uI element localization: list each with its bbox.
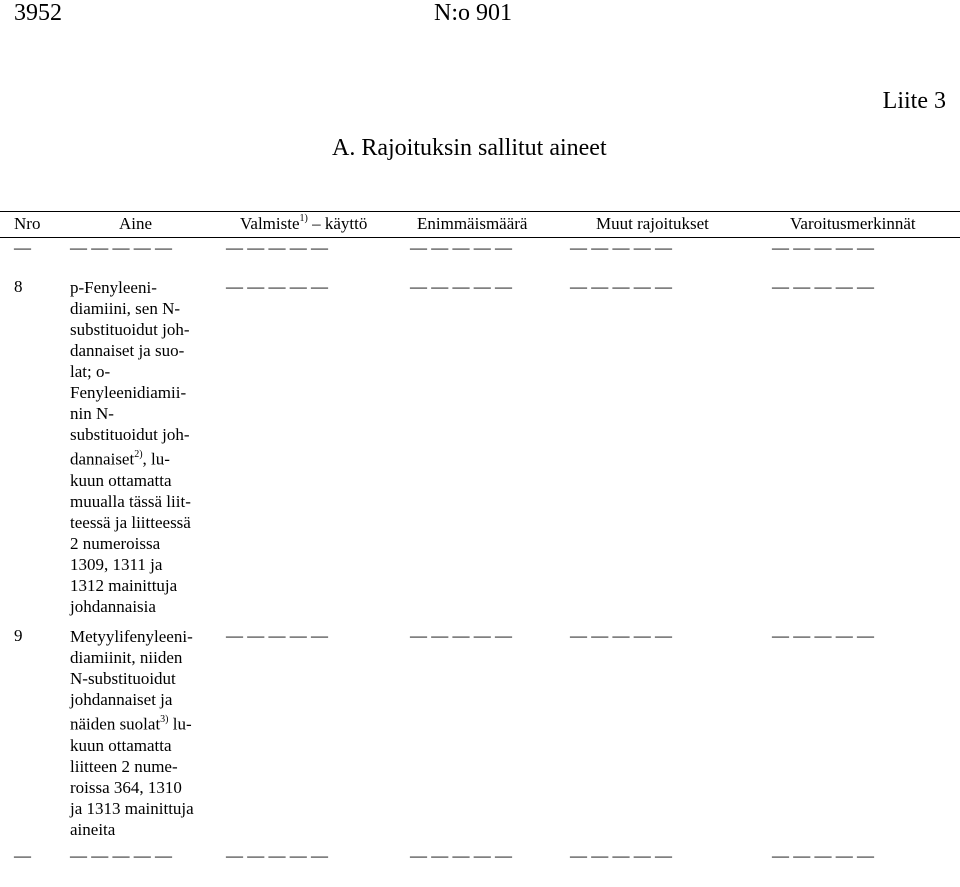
row-9-enimmaismaara-dash: — — — — — — [410, 626, 512, 645]
row-9-substance — [70, 626, 194, 840]
col-header-aine: Aine — [119, 214, 153, 233]
substance-line-text: näiden suolat — [70, 714, 161, 734]
substance-line: liitteen 2 nume- — [70, 756, 178, 776]
page-title: A. Rajoituksin sallitut aineet — [332, 135, 607, 161]
substance-line: johdannaiset ja — [70, 690, 173, 709]
col-header-varoitusmerkinnat: Varoitusmerkinnät — [790, 214, 916, 233]
dash-nro: — — [14, 238, 31, 257]
row-9-number: 9 — [14, 626, 23, 645]
substance-line — [70, 445, 191, 470]
row-8-enimmaismaara-dash: — — — — — — [410, 277, 512, 296]
dash-varoitus: — — — — — — [772, 238, 874, 257]
substance-line: lat; o- — [70, 362, 111, 381]
row-8-substance — [70, 277, 191, 617]
col-header-muut-rajoitukset: Muut rajoitukset — [596, 214, 709, 233]
dash-aine: — — — — — — [70, 238, 172, 257]
row-8-muut-dash: — — — — — — [570, 277, 672, 296]
row-9-valmiste-dash: — — — — — — [226, 626, 328, 645]
substance-line — [70, 710, 194, 735]
footnote-ref-2: 2) — [134, 449, 143, 460]
bottom-dash-varoitus: — — — — — — [772, 846, 874, 865]
substance-line: roissa 364, 1310 — [70, 777, 182, 797]
col-header-valmiste-label: Valmiste — [240, 214, 300, 233]
row-9-muut-dash: — — — — — — [570, 626, 672, 645]
decision-number: N:o 901 — [434, 0, 512, 26]
footnote-ref-1: 1) — [299, 213, 308, 225]
substance-line: diamiini, sen N- — [70, 299, 181, 318]
substance-line-text: dannaiset — [70, 449, 135, 469]
dash-valmiste: — — — — — — [226, 238, 328, 257]
bottom-dash-muut: — — — — — — [570, 846, 672, 865]
substance-line: muualla tässä liit- — [70, 491, 191, 511]
substance-line-text: , lu- — [142, 449, 170, 469]
row-9-varoitus-dash: — — — — — — [772, 626, 874, 645]
substance-line: 1312 mainittuja — [70, 575, 178, 595]
dash-enimmaismaara: — — — — — — [410, 238, 512, 257]
col-header-nro: Nro — [14, 214, 41, 233]
col-header-valmiste — [240, 214, 367, 234]
substance-line: dannaiset ja suo- — [70, 341, 185, 360]
bottom-dash-aine: — — — — — — [70, 846, 172, 865]
substance-line: 1309, 1311 ja — [70, 554, 163, 574]
substance-line: teessä ja liitteessä — [70, 512, 191, 532]
row-8-valmiste-dash: — — — — — — [226, 277, 328, 296]
col-header-enimmaismaara: Enimmäismäärä — [417, 214, 528, 233]
substance-line: Fenyleenidiamii- — [70, 383, 187, 402]
col-header-kaytto-label: – käyttö — [312, 214, 368, 233]
substance-line-text: lu- — [168, 714, 192, 734]
substance-line: substituoidut joh- — [70, 320, 190, 339]
substance-line: N-substituoidut — [70, 669, 176, 688]
bottom-dash-nro: — — [14, 846, 31, 865]
bottom-dash-enimmaismaara: — — — — — — [410, 846, 512, 865]
substance-line: nin N- — [70, 404, 114, 423]
footnote-ref-3: 3) — [160, 714, 169, 725]
substance-line: p-Fenyleeni- — [70, 278, 157, 297]
substance-line: substituoidut joh- — [70, 425, 190, 444]
substance-line: 2 numeroissa — [70, 533, 161, 553]
substance-line: diamiinit, niiden — [70, 648, 183, 667]
substance-line: ja 1313 mainittuja — [70, 798, 194, 818]
table-top-rule — [0, 211, 960, 212]
page-number: 3952 — [14, 0, 62, 26]
substance-line: kuun ottamatta — [70, 735, 172, 755]
substance-line: Metyylifenyleeni- — [70, 627, 193, 646]
dash-muut: — — — — — — [570, 238, 672, 257]
substance-line: aineita — [70, 819, 116, 839]
row-8-varoitus-dash: — — — — — — [772, 277, 874, 296]
row-8-number: 8 — [14, 277, 23, 296]
substance-line: johdannaisia — [70, 596, 156, 616]
bottom-dash-valmiste: — — — — — — [226, 846, 328, 865]
substance-line: kuun ottamatta — [70, 470, 172, 490]
appendix-label: Liite 3 — [882, 88, 946, 114]
